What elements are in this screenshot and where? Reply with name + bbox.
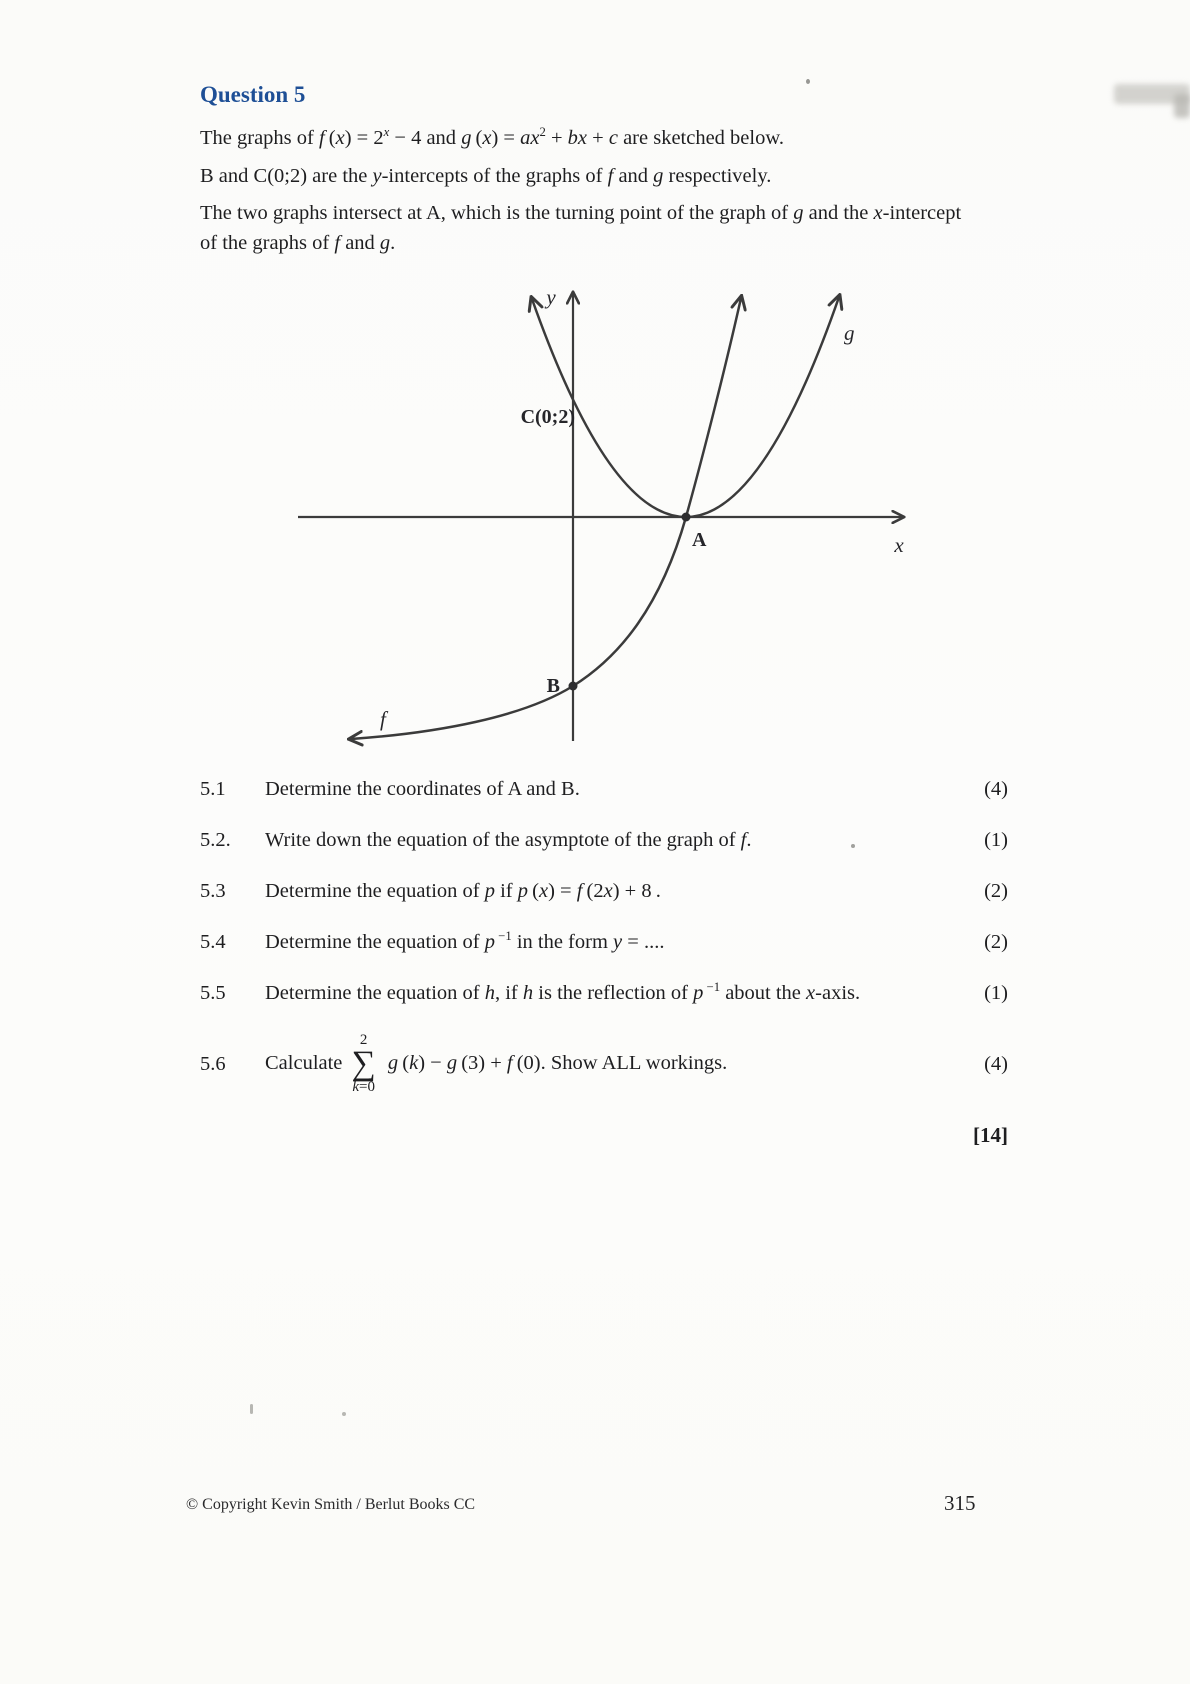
point-C-label: C(0;2) <box>520 406 575 428</box>
question-row-5-2 <box>200 829 1008 852</box>
scan-artifact <box>250 1404 253 1414</box>
question-row-5-6 <box>200 1033 1008 1095</box>
question-marks: (2) <box>984 931 1008 953</box>
question-text: Determine the equation of p $^{-1}$ in the form y = .... <box>265 929 665 953</box>
question-marks: (4) <box>984 778 1008 800</box>
question-list <box>200 778 1008 1148</box>
question-title: Question 5 <box>200 82 306 107</box>
point-A <box>682 513 691 522</box>
question-text: Determine the equation of p if p (x) = f (2x) + 8 . <box>265 880 661 902</box>
question-text: Write down the equation of the asymptote of the graph of f. <box>265 829 752 851</box>
intro-line-3: The two graphs intersect at A, which is the turning point of the graph of g and the x-intercept of the graphs of f and g. <box>200 202 962 255</box>
question-row-5-5 <box>200 982 1008 1005</box>
question-row-5-4 <box>200 931 1008 954</box>
question-number: 5.1 <box>200 778 226 800</box>
question-number: 5.4 <box>200 931 226 953</box>
scan-artifact <box>806 79 810 84</box>
question-row-5-1 <box>200 778 1008 801</box>
question-text: Calculate 2 ∑ k=0 g (k) − g (3) + f (0). Show ALL workings. <box>265 1032 728 1096</box>
total-marks-row <box>200 1123 1008 1148</box>
page-number: 315 <box>944 1491 976 1515</box>
curve-g <box>532 297 839 517</box>
function-graph <box>288 280 918 752</box>
graph-svg <box>288 280 918 752</box>
y-axis-label: y <box>546 285 556 309</box>
question-row-5-3 <box>200 880 1008 903</box>
scan-artifact <box>342 1412 346 1416</box>
point-B <box>569 682 578 691</box>
intro-paragraph <box>200 124 1190 267</box>
question-marks: (1) <box>984 829 1008 851</box>
question-marks: (1) <box>984 982 1008 1004</box>
question-text: Determine the coordinates of A and B. <box>265 778 580 800</box>
curve-g-label: g <box>844 321 855 345</box>
copyright-footer: © Copyright Kevin Smith / Berlut Books CC <box>186 1496 476 1513</box>
question-marks: (4) <box>984 1052 1008 1075</box>
question-number: 5.2. <box>200 829 231 851</box>
question-marks: (2) <box>984 880 1008 902</box>
scan-artifact <box>1174 94 1190 118</box>
scan-artifact <box>1114 84 1190 104</box>
total-marks: [14] <box>973 1123 1008 1148</box>
question-number: 5.3 <box>200 880 226 902</box>
curve-f-label: f <box>380 707 386 731</box>
question-number: 5.5 <box>200 982 226 1004</box>
point-B-label: B <box>546 675 560 697</box>
x-axis-label: x <box>894 533 904 557</box>
question-number: 5.6 <box>200 1052 226 1075</box>
point-A-label: A <box>692 529 707 551</box>
question-text: Determine the equation of h, if h is the reflection of p $^{-1}$ about the x-axis. <box>265 980 861 1004</box>
intro-line-2: B and C(0;2) are the y-intercepts of the graphs of f and g respectively. <box>200 164 772 187</box>
intro-line-1: The graphs of f $(x) = 2^x - 4$ and g $(x) = ax^2$ + bx + c are sketched below. <box>200 125 784 149</box>
